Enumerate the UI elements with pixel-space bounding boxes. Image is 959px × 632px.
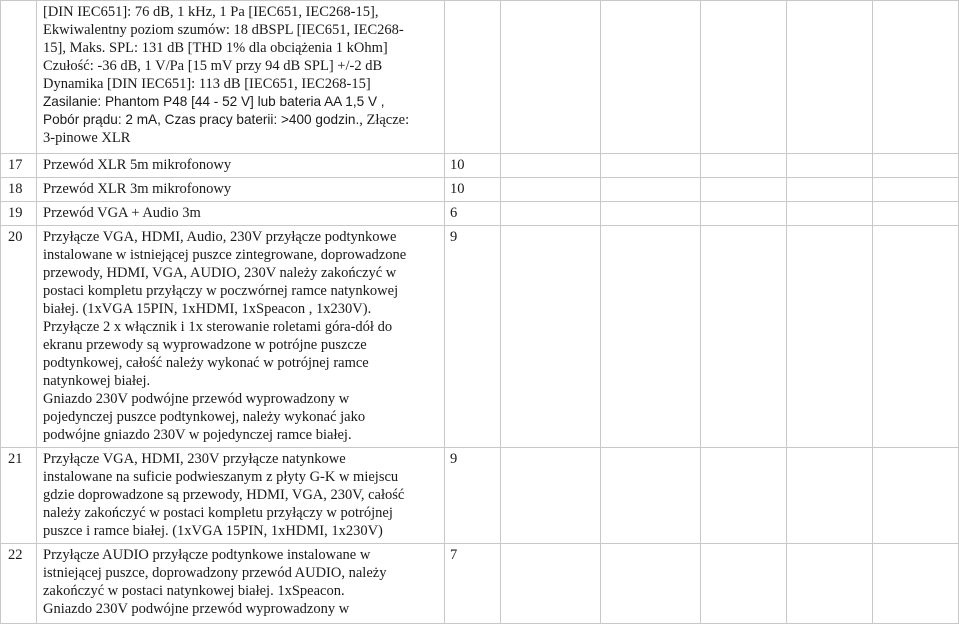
description-line: Przewód XLR 3m mikrofonowy [43,181,232,197]
item-description [37,178,445,202]
description-line: postaci kompletu przyłączy w poczwórnej ramce natynkowej [43,283,399,299]
empty-cell [501,154,601,178]
table-row [1,202,959,226]
item-quantity: 10 [445,178,501,202]
empty-cell [787,178,873,202]
empty-cell [787,544,873,624]
empty-cell [501,178,601,202]
table-row [1,178,959,202]
empty-cell [873,154,959,178]
empty-cell [873,178,959,202]
row-number: 19 [1,202,37,226]
description-line: Gniazdo 230V podwójne przewód wyprowadzony w [43,391,350,407]
description-line: gdzie doprowadzone są przewody, HDMI, VGA, 230V, całość [43,487,405,503]
empty-cell [701,202,787,226]
empty-cell [873,1,959,154]
item-description [37,1,445,154]
empty-cell [701,544,787,624]
empty-cell [873,544,959,624]
description-line: przewody, HDMI, VGA, AUDIO, 230V należy zakończyć w [43,265,397,281]
empty-cell [501,448,601,544]
description-line: [DIN IEC651]: 76 dB, 1 kHz, 1 Pa [IEC651, IEC268-15], [43,4,379,20]
empty-cell [501,202,601,226]
empty-cell [787,1,873,154]
description-line: Przyłącze VGA, HDMI, Audio, 230V przyłącze podtynkowe [43,229,397,245]
item-description [37,448,445,544]
item-quantity [445,1,501,154]
row-number: 17 [1,154,37,178]
description-line: Przyłącze 2 x włącznik i 1x sterowanie roletami góra-dół do [43,319,393,335]
empty-cell [701,154,787,178]
description-line: Zasilanie: Phantom P48 [44 - 52 V] lub bateria AA 1,5 V , [43,94,385,109]
empty-cell [601,154,701,178]
empty-cell [787,448,873,544]
empty-cell [601,448,701,544]
row-number: 18 [1,178,37,202]
empty-cell [787,154,873,178]
empty-cell [601,202,701,226]
item-description [37,154,445,178]
empty-cell [601,1,701,154]
row-number: 21 [1,448,37,544]
item-quantity: 10 [445,154,501,178]
description-line: pojedynczej puszce podtynkowej, należy wykonać jako [43,409,366,425]
empty-cell [501,1,601,154]
empty-cell [501,226,601,448]
row-number [1,1,37,154]
item-quantity: 9 [445,448,501,544]
description-line: należy zakończyć w postaci kompletu przyłączy w potrójnej [43,505,393,521]
description-line: 3-pinowe XLR [43,130,131,146]
item-description [37,544,445,624]
table-row [1,226,959,448]
item-description [37,226,445,448]
description-line: podwójne gniazdo 230V w pojedynczej ramce białej. [43,427,352,443]
empty-cell [601,226,701,448]
empty-cell [787,202,873,226]
item-description [37,202,445,226]
empty-cell [701,1,787,154]
description-line: instalowane w istniejącej puszce zintegrowane, doprowadzone [43,247,407,263]
empty-cell [873,202,959,226]
description-line: istniejącej puszce, doprowadzony przewód AUDIO, należy [43,565,387,581]
item-quantity: 9 [445,226,501,448]
description-line: natynkowej białej. [43,373,151,389]
description-line: Czułość: -36 dB, 1 V/Pa [15 mV przy 94 dB SPL] +/-2 dB [43,58,383,74]
description-line-suffix: , Złącze: [359,112,410,128]
description-line: zakończyć w postaci natynkowej białej. 1xSpeacon. [43,583,345,599]
description-line: Dynamika [DIN IEC651]: 113 dB [IEC651, IEC268-15] [43,76,371,92]
empty-cell [701,178,787,202]
empty-cell [701,226,787,448]
description-line: puszce i ramce białej. (1xVGA 15PIN, 1xHDMI, 1x230V) [43,523,383,539]
description-line: podtynkowej, całość należy wykonać w potrójnej ramce [43,355,369,371]
row-number: 22 [1,544,37,624]
empty-cell [701,448,787,544]
table-row [1,448,959,544]
description-line: instalowane na suficie podwieszanym z płyty G-K w miejscu [43,469,399,485]
description-line: Gniazdo 230V podwójne przewód wyprowadzony w [43,601,350,617]
description-line: białej. (1xVGA 15PIN, 1xHDMI, 1xSpeacon , 1x230V). [43,301,372,317]
table-row [1,154,959,178]
empty-cell [873,226,959,448]
item-quantity: 7 [445,544,501,624]
description-line: Pobór prądu: 2 mA, Czas pracy baterii: >400 godzin. [43,112,360,127]
empty-cell [501,544,601,624]
description-line: ekranu przewody są wyprowadzone w potrójne puszcze [43,337,367,353]
table-row [1,544,959,624]
item-quantity: 6 [445,202,501,226]
empty-cell [601,178,701,202]
description-line: Przyłącze AUDIO przyłącze podtynkowe instalowane w [43,547,371,563]
empty-cell [601,544,701,624]
description-line: 15], Maks. SPL: 131 dB [THD 1% dla obciążenia 1 kOhm] [43,40,388,56]
description-line: Ekwiwalentny poziom szumów: 18 dBSPL [IEC651, IEC268- [43,22,404,38]
table-row [1,1,959,154]
description-line: Przewód XLR 5m mikrofonowy [43,157,232,173]
description-line: Przyłącze VGA, HDMI, 230V przyłącze natynkowe [43,451,346,467]
empty-cell [787,226,873,448]
row-number: 20 [1,226,37,448]
empty-cell [873,448,959,544]
description-line: Przewód VGA + Audio 3m [43,205,201,221]
